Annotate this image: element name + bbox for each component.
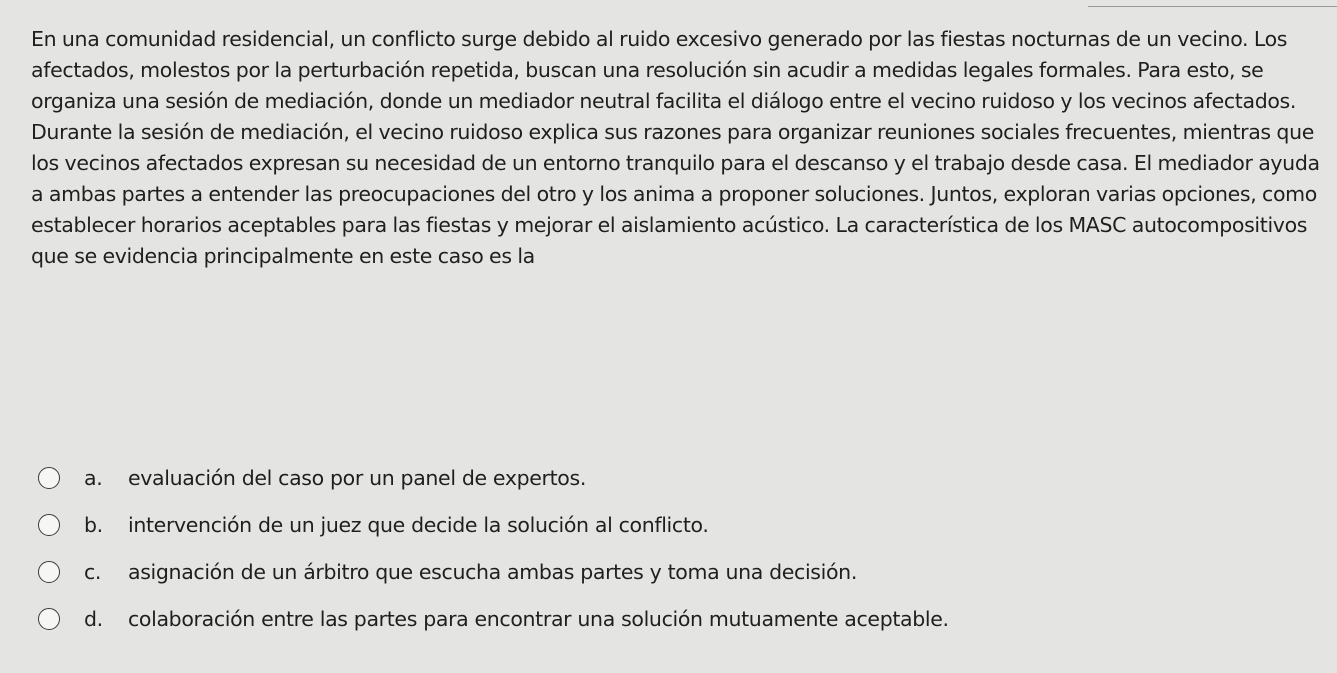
option-letter: b. (84, 512, 103, 537)
question-paragraph-1: En una comunidad residencial, un conflicto surge debido al ruido excesivo generado por las fiestas nocturnas de un vecino. Los afectados, molestos por la perturbación repetida, buscan una resolución sin acudir a medidas legales formales. Para esto, se organiza una sesión de mediación, donde un mediador neutral facilita el diálogo entre el vecino ruidoso y los vecinos afectados. (31, 27, 1297, 113)
radio-button-c[interactable] (38, 561, 60, 583)
option-c[interactable] (38, 557, 1138, 586)
option-a[interactable] (38, 463, 1138, 492)
option-letter: a. (84, 465, 103, 490)
option-label[interactable]: colaboración entre las partes para encontrar una solución mutuamente aceptable. (128, 606, 949, 631)
question-text (31, 24, 1326, 272)
option-label[interactable]: asignación de un árbitro que escucha ambas partes y toma una decisión. (128, 559, 857, 584)
option-label[interactable]: intervención de un juez que decide la solución al conflicto. (128, 512, 709, 537)
radio-button-a[interactable] (38, 467, 60, 489)
option-label[interactable]: evaluación del caso por un panel de expertos. (128, 465, 586, 490)
radio-button-b[interactable] (38, 514, 60, 536)
top-divider (1088, 6, 1337, 7)
option-letter: c. (84, 559, 102, 584)
option-b[interactable] (38, 510, 1138, 539)
answer-options (38, 463, 1138, 651)
option-d[interactable] (38, 604, 1138, 633)
option-letter: d. (84, 606, 103, 631)
radio-button-d[interactable] (38, 608, 60, 630)
question-paragraph-2: Durante la sesión de mediación, el vecino ruidoso explica sus razones para organizar reuniones sociales frecuentes, mientras que los vecinos afectados expresan su necesidad de un entorno tranquilo para el descanso y el trabajo desde casa. El mediador ayuda a ambas partes a entender las preocupaciones del otro y los anima a proponer soluciones. Juntos, exploran varias opciones, como establecer horarios aceptables para las fiestas y mejorar el aislamiento acústico. La característica de los MASC autocompositivos que se evidencia principalmente en este caso es la (31, 120, 1320, 268)
